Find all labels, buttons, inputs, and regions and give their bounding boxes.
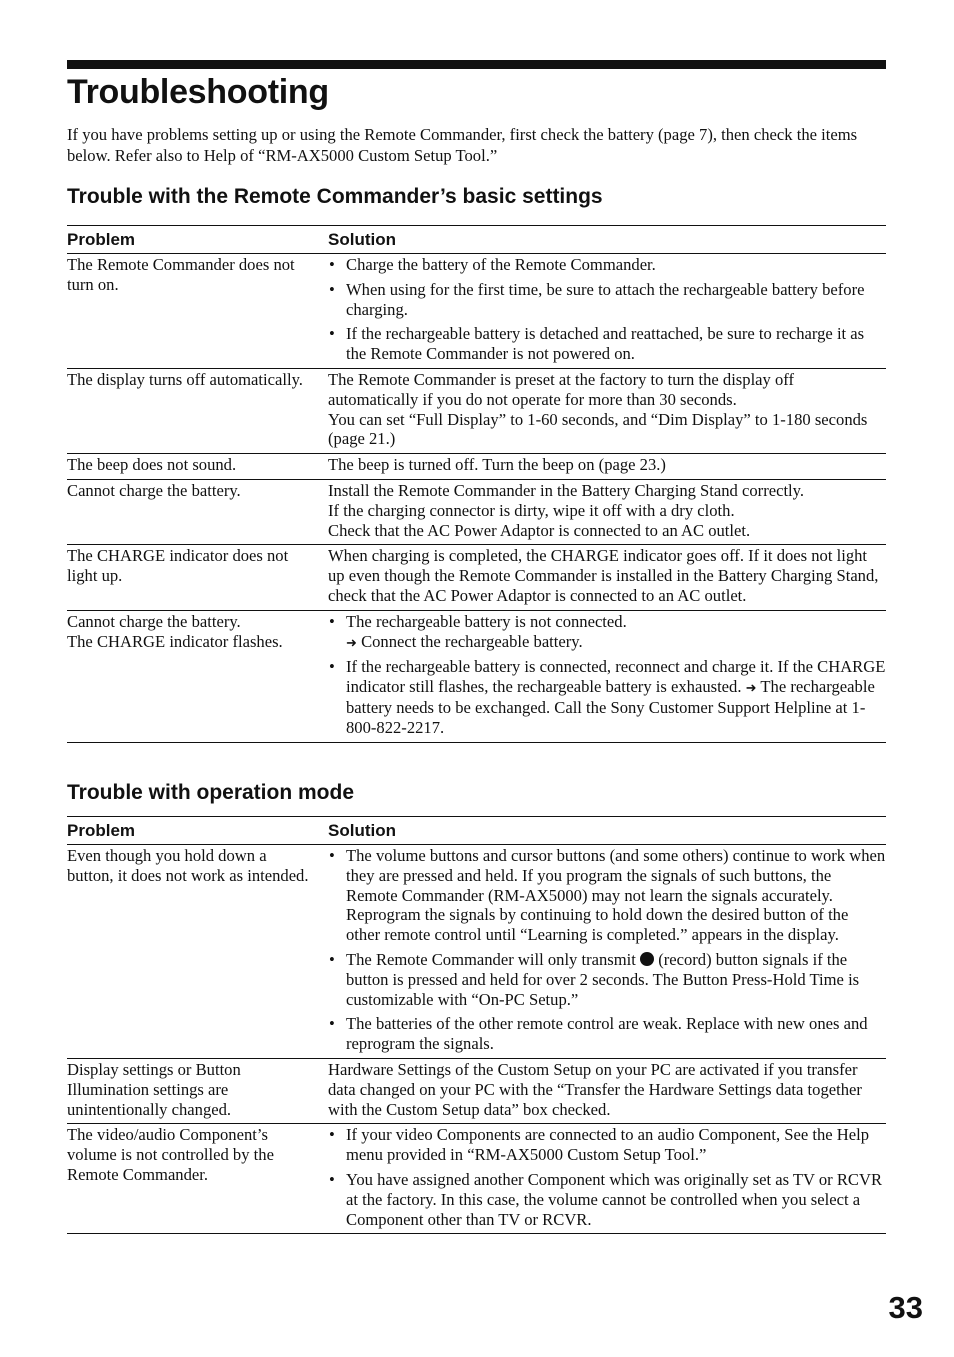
problem-cell: Even though you hold down a button, it does not work as intended. xyxy=(67,845,328,1059)
table-header-row xyxy=(67,226,886,254)
solution-cell xyxy=(328,454,886,480)
problem-line: The CHARGE indicator flashes. xyxy=(67,631,283,651)
solution-line: You can set “Full Display” to 1-60 seconds, and “Dim Display” to 1-180 seconds (page 21.) xyxy=(328,409,868,449)
bullet-text: If the rechargeable battery is connected, reconnect and charge it. If the CHARGE indicator still flashes, the rechargeable battery is exhausted. xyxy=(346,657,886,697)
solution-bullet: • Charge the battery of the Remote Commander. xyxy=(328,255,886,275)
solution-cell xyxy=(328,368,886,453)
solution-bullet xyxy=(328,612,886,653)
table-row xyxy=(67,454,886,480)
bullet-text: The Remote Commander will only transmit xyxy=(346,949,636,969)
arrow-text: The rechargeable battery needs to be exchanged. Call the Sony Customer Support Helpline at 1-800-822-2217. xyxy=(346,677,875,737)
bullet-text: (record) button signals if the button is pressed and held for over 2 seconds. The Button Press-Hold Time is customizable with “On-PC Setup.” xyxy=(346,949,860,1009)
column-header-problem: Problem xyxy=(67,817,328,845)
title-rule xyxy=(67,60,886,69)
section-heading-operation-mode: Trouble with operation mode xyxy=(67,781,355,804)
solution-line: Check that the AC Power Adaptor is connected to an AC outlet. xyxy=(328,520,751,540)
solution-line: The Remote Commander is preset at the factory to turn the display off automatically if you do not operate for more than 30 seconds. xyxy=(328,369,795,409)
table-row xyxy=(67,610,886,742)
problem-cell: The display turns off automatically. xyxy=(67,368,328,453)
page-title: Troubleshooting xyxy=(67,73,329,111)
solution-line: When charging is completed, the CHARGE indicator goes off. If it does not light up even though the Remote Commander is installed in the Battery Charging Stand, check that the AC Power Adaptor is connected to an AC outlet. xyxy=(328,546,879,605)
solution-line: Hardware Settings of the Custom Setup on your PC are activated if you transfer data changed on your PC with the “Transfer the Hardware Settings data together with the Custom Setup data” box checked. xyxy=(328,1059,862,1119)
problem-cell: The video/audio Component’s volume is not controlled by the Remote Commander. xyxy=(67,1124,328,1234)
problem-cell: The Remote Commander does not turn on. xyxy=(67,254,328,369)
table-row xyxy=(67,1058,886,1123)
problem-cell: Cannot charge the battery. xyxy=(67,479,328,544)
record-icon xyxy=(640,952,654,966)
solution-cell xyxy=(328,845,886,1059)
table-header-row xyxy=(67,817,886,845)
arrow-text: Connect the rechargeable battery. xyxy=(361,631,583,651)
operation-mode-table xyxy=(67,816,886,1234)
solution-cell xyxy=(328,479,886,544)
table-row xyxy=(67,845,886,1059)
solution-bullet: • The batteries of the other remote control are weak. Replace with new ones and reprogram the signals. xyxy=(328,1014,886,1054)
column-header-solution: Solution xyxy=(328,226,886,254)
solution-bullet xyxy=(328,950,886,1009)
basic-settings-table xyxy=(67,225,886,743)
problem-cell: The CHARGE indicator does not light up. xyxy=(67,545,328,610)
solution-bullet: • The volume buttons and cursor buttons (and some others) continue to work when they are pressed and held. If you program the signals of such buttons, the Remote Commander (RM-AX5000) may not learn the signals accurately. Reprogram the signals by continuing to hold down the desired button of the other remote control until “Learning is completed.” appears in the display. xyxy=(328,846,886,945)
solution-bullet: • You have assigned another Component which was originally set as TV or RCVR at the factory. In this case, the volume cannot be controlled when you select a Component other than TV or RCVR. xyxy=(328,1170,886,1229)
solution-bullet xyxy=(328,657,886,737)
problem-cell: The beep does not sound. xyxy=(67,454,328,480)
solution-line: If the charging connector is dirty, wipe it off with a dry cloth. xyxy=(328,500,735,520)
page-number: 33 xyxy=(888,1290,923,1325)
solution-line: The beep is turned off. Turn the beep on (page 23.) xyxy=(328,455,666,475)
solution-line: Install the Remote Commander in the Battery Charging Stand correctly. xyxy=(328,480,805,500)
right-arrow-icon: ➜ xyxy=(745,680,757,696)
table-row xyxy=(67,479,886,544)
solution-bullet: • When using for the first time, be sure to attach the rechargeable battery before charging. xyxy=(328,280,886,320)
bullet-text: • The rechargeable battery is not connected. xyxy=(346,611,627,631)
solution-cell xyxy=(328,1058,886,1123)
solution-cell xyxy=(328,545,886,610)
intro-paragraph: If you have problems setting up or using the Remote Commander, first check the battery (page 7), then check the items below. Refer also to Help of “RM-AX5000 Custom Setup Tool.” xyxy=(67,125,858,165)
column-header-problem: Problem xyxy=(67,226,328,254)
solution-cell xyxy=(328,1124,886,1234)
column-header-solution: Solution xyxy=(328,817,886,845)
table-row xyxy=(67,254,886,369)
table-row xyxy=(67,1124,886,1234)
problem-cell xyxy=(67,610,328,742)
problem-cell: Display settings or Button Illumination settings are unintentionally changed. xyxy=(67,1058,328,1123)
section-heading-basic-settings: Trouble with the Remote Commander’s basic settings xyxy=(67,185,603,208)
solution-bullet: • If the rechargeable battery is detached and reattached, be sure to recharge it as the Remote Commander is not powered on. xyxy=(328,324,886,364)
bullet-arrow-line xyxy=(346,632,886,653)
table-row xyxy=(67,368,886,453)
right-arrow-icon: ➜ xyxy=(346,634,357,650)
table-row xyxy=(67,545,886,610)
solution-cell xyxy=(328,610,886,742)
problem-line: Cannot charge the battery. xyxy=(67,611,241,631)
solution-bullet: • If your video Components are connected to an audio Component, See the Help menu provided in “RM-AX5000 Custom Setup Tool.” xyxy=(328,1125,886,1165)
solution-cell xyxy=(328,254,886,369)
